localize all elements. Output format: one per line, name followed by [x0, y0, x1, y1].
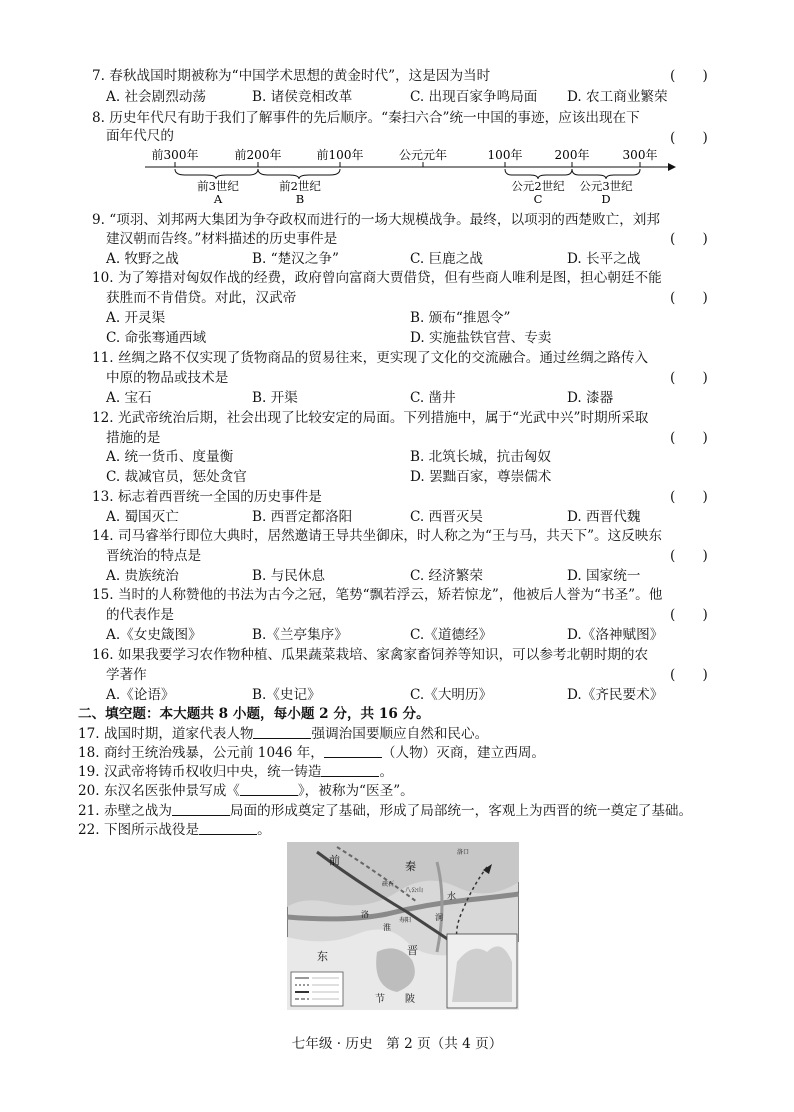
fill-question-22: 22. 下图所示战役是 。 [78, 822, 271, 838]
option-15a: A.《女史箴图》 [106, 627, 202, 643]
segment-letter-b: B [295, 192, 305, 205]
map-label-shui: 水 [447, 892, 457, 902]
option-16b: B.《史记》 [252, 687, 321, 703]
question-10-stem-line1: 10. 为了筹措对匈奴作战的经费，政府曾向富商大贾借贷，但有些商人唯利是图，担心朝廷不能 [92, 270, 662, 286]
map-legend [291, 972, 343, 1006]
answer-bracket-9[interactable]: ( ) [670, 231, 708, 247]
option-12d: D. 罢黜百家，尊崇儒术 [410, 469, 552, 485]
option-11a: A. 宝石 [106, 390, 152, 406]
tick-label-3: 前100年 [316, 148, 364, 162]
answer-bracket-11[interactable]: ( ) [670, 370, 708, 386]
question-9-stem-line1: 9. “项羽、刘邦两大集团为争夺政权而进行的一场大规模战争。最终，以项羽的西楚败亡，刘邦 [92, 212, 660, 228]
answer-bracket-15[interactable]: ( ) [670, 607, 708, 623]
option-16c: C.《大明历》 [410, 687, 493, 703]
option-7d: D. 农工商业繁荣 [567, 89, 668, 105]
map-label-qian: 前 [329, 854, 340, 867]
answer-bracket-14[interactable]: ( ) [670, 548, 708, 564]
answer-blank-18[interactable] [324, 745, 382, 758]
tick-label-2: 前200年 [234, 148, 282, 162]
map-label-qin: 秦 [405, 860, 416, 873]
map-label-xiashi: 硖石 [382, 881, 395, 888]
option-14b: B. 与民休息 [252, 568, 326, 584]
question-14-stem-line1: 14. 司马睿举行即位大典时，居然邀请王导共坐御床，时人称之为“王与马，共天下”。这反映东 [92, 528, 662, 544]
page-footer: 七年级 · 历史 第 2 页（共 4 页） [291, 1036, 503, 1052]
timeline-ruler [140, 145, 680, 205]
option-11b: B. 开渠 [252, 390, 298, 406]
answer-bracket-13[interactable]: ( ) [670, 489, 708, 505]
option-15b: B.《兰亭集序》 [252, 627, 348, 643]
question-16-stem-line2: 学著作 [106, 667, 147, 683]
map-label-shouyang: 寿阳 [399, 917, 412, 924]
answer-blank-22[interactable] [199, 822, 257, 835]
question-15-stem-line1: 15. 当时的人称赞他的书法为古今之冠，笔势“飘若浮云，矫若惊龙”，他被后人誉为“书圣”。他 [92, 587, 663, 603]
question-10-stem-line2: 获胜而不肯借贷。对此，汉武帝 [106, 290, 297, 306]
option-9b: B. “楚汉之争” [252, 251, 339, 267]
tick-label-6: 200年 [554, 148, 590, 162]
question-7-stem: 7. 春秋战国时期被称为“中国学术思想的黄金时代”，这是因为当时 [92, 68, 491, 84]
question-14-stem-line2: 晋统治的特点是 [106, 548, 202, 564]
option-12a: A. 统一货币、度量衡 [106, 449, 234, 465]
map-label-bei: 陂 [405, 994, 415, 1005]
map-label-dong: 东 [317, 950, 328, 963]
question-16-stem-line1: 16. 如果我要学习农作物种植、瓜果蔬菜栽培、家禽家畜饲养等知识，可以参考北朝时期的农 [92, 647, 649, 663]
option-9c: C. 巨鹿之战 [410, 251, 483, 267]
segment-label-c: 公元2世纪 [511, 179, 565, 193]
segment-label-b: 前2世纪 [279, 179, 321, 193]
answer-bracket-10[interactable]: ( ) [670, 290, 708, 306]
answer-blank-21[interactable] [172, 803, 230, 816]
question-8-stem-line1: 8. 历史年代尺有助于我们了解事件的先后顺序。“秦扫六合”统一中国的事迹，应该出现在下 [92, 110, 640, 126]
option-13d: D. 西晋代魏 [567, 509, 641, 525]
map-label-jie: 节 [375, 994, 385, 1005]
question-12-stem-line1: 12. 光武帝统治后期，社会出现了比较安定的局面。下列措施中，属于“光武中兴”时期所采取 [92, 410, 649, 426]
question-9-stem-line2: 建汉朝而告终。”材料描述的历史事件是 [106, 231, 338, 247]
map-label-bagongshan: 八公山 [405, 887, 424, 894]
option-10b: B. 颁布“推恩令” [410, 310, 511, 326]
question-15-stem-line2: 的代表作是 [106, 607, 174, 623]
option-13a: A. 蜀国灭亡 [106, 509, 179, 525]
answer-blank-20[interactable] [240, 783, 298, 796]
tick-label-5: 100年 [487, 148, 523, 162]
map-label-jin: 晋 [407, 944, 418, 957]
answer-blank-17[interactable] [253, 726, 311, 739]
segment-letter-a: A [213, 192, 223, 205]
map-label-huai: 淮 [383, 923, 391, 932]
fill-question-19: 19. 汉武帝将铸币权收归中央，统一铸造 。 [78, 764, 394, 780]
tick-label-7: 300年 [622, 148, 658, 162]
segment-label-a: 前3世纪 [197, 179, 239, 193]
option-14a: A. 贵族统治 [106, 568, 179, 584]
option-11d: D. 漆器 [567, 390, 614, 406]
option-11c: C. 凿井 [410, 390, 456, 406]
option-12b: B. 北筑长城，抗击匈奴 [410, 449, 551, 465]
fill-question-17: 17. 战国时期，道家代表人物 强调治国要顺应自然和民心。 [78, 726, 489, 742]
fill-question-20: 20. 东汉名医张仲景写成《 》，被称为“医圣”。 [78, 783, 414, 799]
answer-bracket-8[interactable]: ( ) [670, 130, 708, 146]
tick-label-1: 前300年 [151, 148, 199, 162]
map-label-jian: 涧 [435, 913, 443, 922]
option-7c: C. 出现百家争鸣局面 [410, 89, 538, 105]
segment-label-d: 公元3世纪 [579, 179, 633, 193]
option-7b: B. 诸侯竞相改革 [252, 89, 353, 105]
option-12c: C. 裁减官员，惩处贪官 [106, 469, 247, 485]
segment-letter-d: D [601, 192, 611, 205]
option-15c: C.《道德经》 [410, 627, 493, 643]
option-9a: A. 牧野之战 [106, 251, 179, 267]
option-10c: C. 命张骞通西域 [106, 330, 207, 346]
option-13c: C. 西晋灭吴 [410, 509, 483, 525]
option-9d: D. 长平之战 [567, 251, 641, 267]
battle-map [287, 842, 519, 1010]
option-16d: D.《齐民要术》 [567, 687, 664, 703]
option-14d: D. 国家统一 [567, 568, 641, 584]
option-14c: C. 经济繁荣 [410, 568, 483, 584]
option-10d: D. 实施盐铁官营、专卖 [410, 330, 552, 346]
section-2-heading: 二、填空题：本大题共 8 小题，每小题 2 分，共 16 分。 [78, 706, 430, 722]
option-7a: A. 社会剧烈动荡 [106, 89, 207, 105]
answer-bracket-12[interactable]: ( ) [670, 430, 708, 446]
fill-question-21: 21. 赤壁之战为 局面的形成奠定了基础，形成了局部统一，客观上为西晋的统一奠定了基础。 [78, 803, 693, 819]
answer-bracket-7[interactable]: ( ) [670, 68, 708, 84]
map-label-luokou: 洛口 [457, 849, 470, 856]
question-11-stem-line2: 中原的物品或技术是 [106, 370, 229, 386]
fill-question-18: 18. 商纣王统治残暴，公元前 1046 年， （人物）灭商，建立西周。 [78, 745, 546, 761]
question-13-stem: 13. 标志着西晋统一全国的历史事件是 [92, 489, 322, 505]
option-10a: A. 开灵渠 [106, 310, 166, 326]
segment-letter-c: C [533, 192, 543, 205]
option-16a: A.《论语》 [106, 687, 175, 703]
option-13b: B. 西晋定都洛阳 [252, 509, 353, 525]
answer-blank-19[interactable] [321, 764, 379, 777]
tick-label-4: 公元元年 [398, 148, 448, 162]
question-11-stem-line1: 11. 丝绸之路不仅实现了货物商品的贸易往来，更实现了文化的交流融合。通过丝绸之路传入 [92, 350, 649, 366]
map-label-luo: 洛 [361, 910, 369, 919]
answer-bracket-16[interactable]: ( ) [670, 667, 708, 683]
option-15d: D.《洛神赋图》 [567, 627, 664, 643]
question-8-stem-line2: 面年代尺的 [106, 128, 174, 144]
question-12-stem-line2: 措施的是 [106, 430, 161, 446]
